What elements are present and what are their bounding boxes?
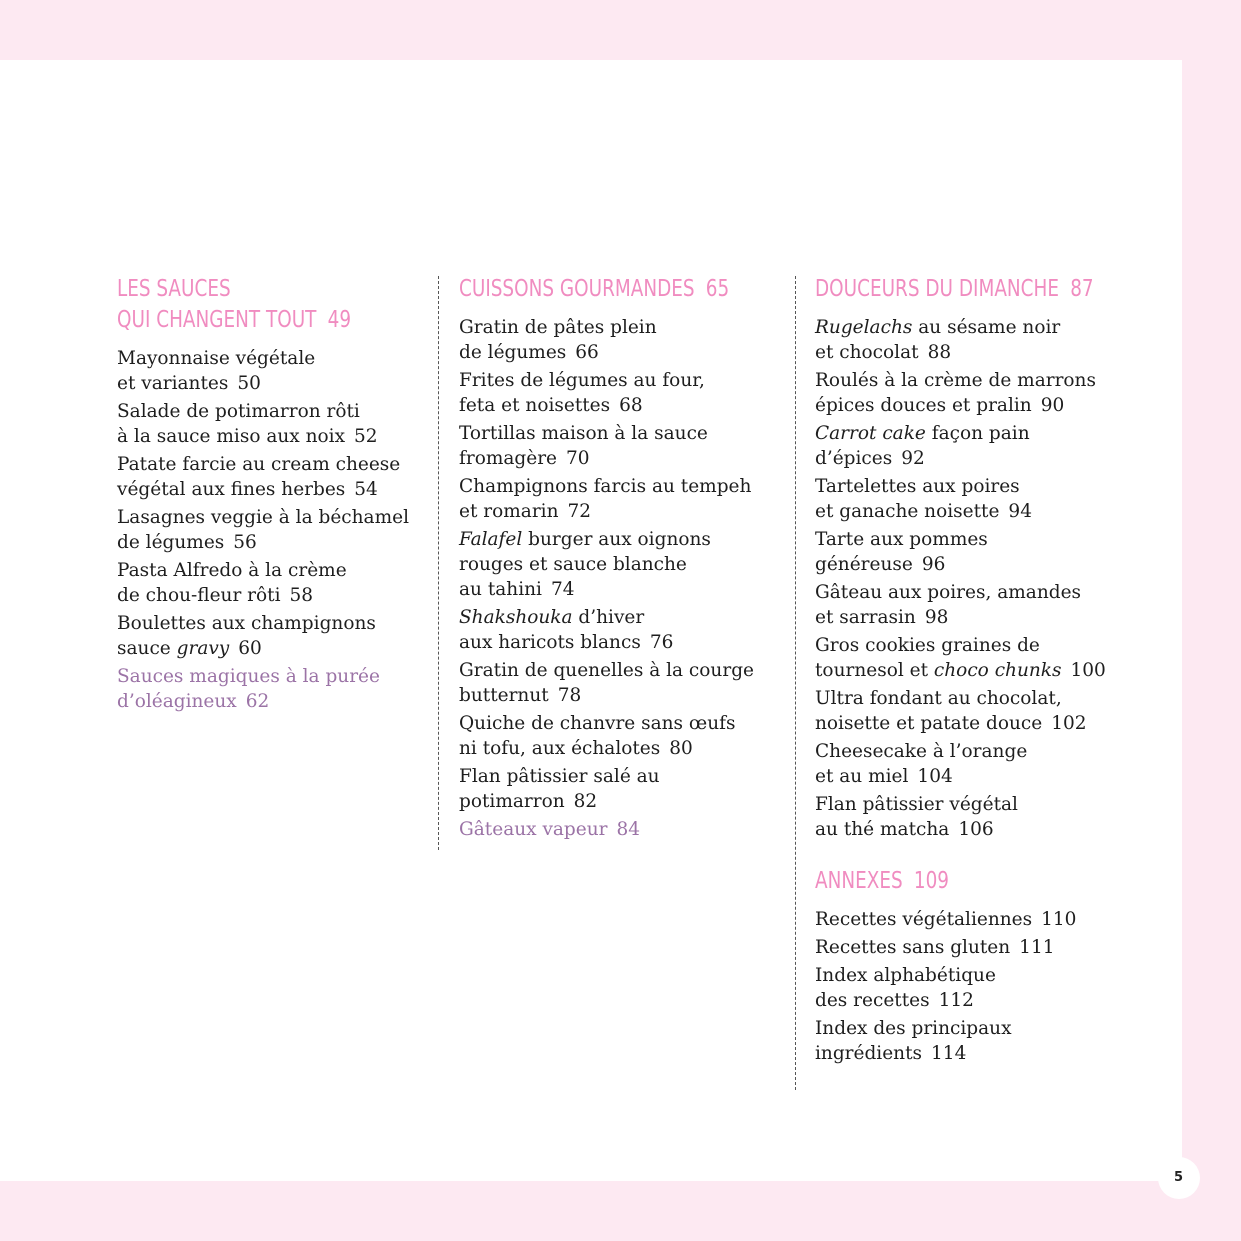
toc-entry: Frites de légumes au four, feta et noisettes 68 (459, 370, 705, 416)
toc-entry: Gâteau aux poires, amandes et sarrasin 98 (815, 582, 1082, 628)
toc-entry: Patate farcie au cream cheese végétal aux fines herbes 54 (117, 454, 401, 500)
toc-entry: Pasta Alfredo à la crème de chou-fleur rôti 58 (117, 560, 347, 606)
toc-entry: Shakshouka d’hiver aux haricots blancs 76 (459, 607, 674, 653)
toc-list-cuissons (459, 315, 789, 842)
toc-entry: Salade de potimarron rôti à la sauce miso aux noix 52 (117, 401, 378, 447)
section-heading-sauces: LES SAUCES QUI CHANGENT TOUT 49 (117, 276, 352, 333)
toc-list-sauces (117, 346, 433, 714)
toc-entry: Lasagnes veggie à la béchamel de légumes 56 (117, 507, 409, 553)
section-heading-douceurs: DOUCEURS DU DIMANCHE 87 (815, 276, 1094, 302)
toc-entry: Carrot cake façon pain d’épices 92 (815, 423, 1030, 469)
toc-entry: Tortillas maison à la sauce fromagère 70 (459, 423, 708, 469)
column-douceurs (815, 274, 1125, 1069)
toc-entry: Recettes végétaliennes 110 (815, 909, 1077, 930)
toc-entry: Gros cookies graines de tournesol et choco chunks 100 (815, 635, 1106, 681)
toc-entry: Gratin de quenelles à la courge butternut 78 (459, 660, 754, 706)
toc-entry: Tarte aux pommes généreuse 96 (815, 529, 988, 575)
toc-entry-highlight: Sauces magiques à la purée d’oléagineux 62 (117, 666, 380, 712)
section-heading-annexes: ANNEXES 109 (815, 868, 949, 894)
column-sauces (117, 274, 433, 717)
column-divider-1 (438, 276, 439, 850)
toc-entry: Flan pâtissier salé au potimarron 82 (459, 766, 660, 812)
toc-entry: Ultra fondant au chocolat, noisette et patate douce 102 (815, 688, 1087, 734)
section-heading-cuissons: CUISSONS GOURMANDES 65 (459, 276, 730, 302)
toc-entry: Boulettes aux champignons sauce gravy 60 (117, 613, 376, 659)
toc-entry: Cheesecake à l’orange et au miel 104 (815, 741, 1028, 787)
toc-entry: Recettes sans gluten 111 (815, 937, 1055, 958)
toc-entry: Quiche de chanvre sans œufs ni tofu, aux échalotes 80 (459, 713, 736, 759)
toc-entry: Index des principaux ingrédients 114 (815, 1018, 1012, 1064)
page-number: 5 (1158, 1157, 1200, 1199)
toc-entry: Champignons farcis au tempeh et romarin 72 (459, 476, 752, 522)
toc-entry: Roulés à la crème de marrons épices douces et pralin 90 (815, 370, 1096, 416)
toc-entry: Rugelachs au sésame noir et chocolat 88 (815, 317, 1061, 363)
section-annexes (815, 866, 1125, 1066)
toc-entry: Index alphabétique des recettes 112 (815, 965, 996, 1011)
toc-list-douceurs (815, 315, 1125, 842)
toc-entry: Tartelettes aux poires et ganache noisette 94 (815, 476, 1032, 522)
toc-entry: Gratin de pâtes plein de légumes 66 (459, 317, 657, 363)
toc-entry: Mayonnaise végétale et variantes 50 (117, 348, 316, 394)
toc-entry: Falafel burger aux oignons rouges et sauce blanche au tahini 74 (459, 529, 711, 600)
column-cuissons (459, 274, 789, 845)
column-divider-2 (795, 276, 796, 1090)
toc-list-annexes (815, 907, 1125, 1066)
toc-entry-highlight: Gâteaux vapeur 84 (459, 819, 641, 840)
toc-entry: Flan pâtissier végétal au thé matcha 106 (815, 794, 1018, 840)
